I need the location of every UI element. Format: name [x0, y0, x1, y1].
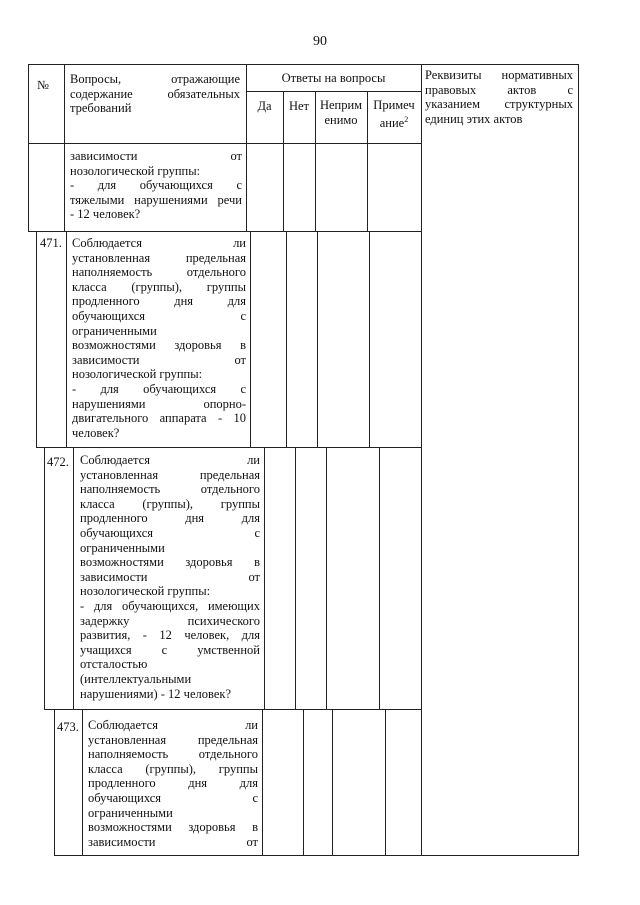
question-line: установленная предельная	[88, 732, 258, 747]
no-col-right-471	[317, 231, 318, 447]
question-line: учащихся с умственной	[80, 642, 260, 657]
header-na	[315, 98, 367, 127]
header-note	[367, 98, 421, 130]
question-line: развития, - 12 человек, для	[80, 628, 260, 643]
header-no: Нет	[288, 99, 310, 113]
questions-col-left-473	[82, 709, 83, 855]
question-line: - для обучающихся с	[72, 381, 246, 396]
table-bottom-border	[54, 855, 579, 856]
question-line: ограниченными	[80, 540, 165, 555]
question-line: - 12 человек?	[70, 207, 141, 222]
question-line: обучающихся с	[80, 525, 260, 540]
requisites-col-left	[421, 64, 422, 855]
left-border-471	[36, 231, 37, 447]
question-line: двигательного аппарата - 10	[72, 411, 246, 426]
question-line: зависимости от	[70, 149, 242, 163]
table-top-border	[28, 64, 579, 65]
question-line: человек?	[72, 425, 120, 440]
questions-col-left-471	[66, 231, 67, 447]
question-line: установленная предельная	[72, 250, 246, 265]
questions-col-right-472	[264, 447, 265, 709]
header-requisites-line: указанием структурных	[425, 97, 573, 112]
question-line: обучающихся с	[88, 790, 258, 805]
question-line: наполняемость отдельного	[88, 747, 258, 762]
question-line: ограниченными	[88, 805, 173, 820]
question-line: Соблюдается ли	[88, 718, 258, 732]
left-border-472	[44, 447, 45, 709]
header-questions-line: требований	[70, 101, 132, 116]
questions-col-left-472	[73, 447, 74, 709]
header-note-line: Примеч	[373, 98, 415, 112]
header-questions-line: содержание обязательных	[70, 86, 240, 101]
question-line: наполняемость отдельного	[72, 265, 246, 280]
row-number: 471.	[40, 236, 62, 250]
header-requisites	[425, 68, 573, 126]
right-border	[578, 64, 579, 855]
yes-col-right-471	[286, 231, 287, 447]
question-line: нозологической группы:	[72, 367, 203, 382]
row-question	[72, 236, 246, 440]
header-note-footnote: 2	[404, 114, 409, 124]
question-line: зависимости от	[88, 834, 258, 849]
questions-col-left	[64, 64, 65, 231]
question-line: нозологической группы:	[80, 584, 211, 599]
question-line: Соблюдается ли	[80, 453, 260, 467]
header-na-line: енимо	[324, 112, 358, 127]
na-col-right-472	[379, 447, 380, 709]
header-note-text: ание	[379, 115, 405, 130]
question-line: класса (группы), группы	[88, 761, 258, 776]
row-number: 472.	[47, 455, 69, 469]
questions-col-right-473	[262, 709, 263, 855]
header-bottom-border	[28, 143, 421, 144]
header-questions	[70, 72, 240, 116]
question-line: Соблюдается ли	[72, 236, 246, 250]
header-note-line2	[367, 113, 421, 131]
question-line: (интеллектуальными	[80, 671, 192, 686]
question-line: задержку психического	[80, 613, 260, 628]
row-line	[36, 447, 421, 448]
question-line: продленного дня для	[80, 511, 260, 526]
answers-subheader-line	[246, 91, 421, 92]
header-yes: Да	[257, 99, 272, 113]
header-requisites-line: правовых актов с	[425, 82, 573, 97]
question-line: возможностями здоровья в	[72, 338, 246, 353]
question-line: зависимости от	[80, 569, 260, 584]
header-na-line: Неприм	[319, 98, 363, 112]
row-number: 473.	[57, 720, 79, 734]
row-line	[28, 231, 421, 232]
questions-col-right	[246, 64, 247, 231]
no-col-right-472	[326, 447, 327, 709]
question-line: нозологической группы:	[70, 163, 201, 178]
question-line: - для обучающихся, имеющих	[80, 598, 260, 613]
row-question	[70, 149, 242, 222]
left-border	[28, 64, 29, 231]
row-question	[80, 453, 260, 701]
question-line: тяжелыми нарушениями речи	[70, 192, 242, 207]
question-line: зависимости от	[72, 352, 246, 367]
question-line: возможностями здоровья в	[88, 820, 258, 835]
header-requisites-line: Реквизиты нормативных	[425, 68, 573, 82]
header-questions-line: Вопросы, отражающие	[70, 72, 240, 86]
row-line	[44, 709, 421, 710]
question-line: нарушениями) - 12 человек?	[80, 686, 231, 701]
no-col-right-473	[332, 709, 333, 855]
question-line: - для обучающихся с	[70, 178, 242, 193]
question-line: обучающихся с	[72, 308, 246, 323]
row-question	[88, 718, 258, 849]
na-col-right-473	[385, 709, 386, 855]
yes-col-right-472	[295, 447, 296, 709]
left-border-473	[54, 709, 55, 855]
question-line: нарушениями опорно-	[72, 396, 246, 411]
yes-col-right-473	[303, 709, 304, 855]
question-line: класса (группы), группы	[80, 496, 260, 511]
question-line: возможностями здоровья в	[80, 555, 260, 570]
question-line: отсталостью	[80, 657, 148, 672]
question-line: класса (группы), группы	[72, 279, 246, 294]
question-line: наполняемость отдельного	[80, 482, 260, 497]
header-requisites-line: единиц этих актов	[425, 111, 523, 126]
header-number: №	[37, 78, 49, 92]
question-line: продленного дня для	[88, 776, 258, 791]
na-col-right-471	[369, 231, 370, 447]
page-number: 90	[313, 34, 327, 49]
question-line: установленная предельная	[80, 467, 260, 482]
questions-col-right-471	[250, 231, 251, 447]
question-line: продленного дня для	[72, 294, 246, 309]
header-answers-group: Ответы на вопросы	[281, 71, 386, 85]
question-line: ограниченными	[72, 323, 157, 338]
